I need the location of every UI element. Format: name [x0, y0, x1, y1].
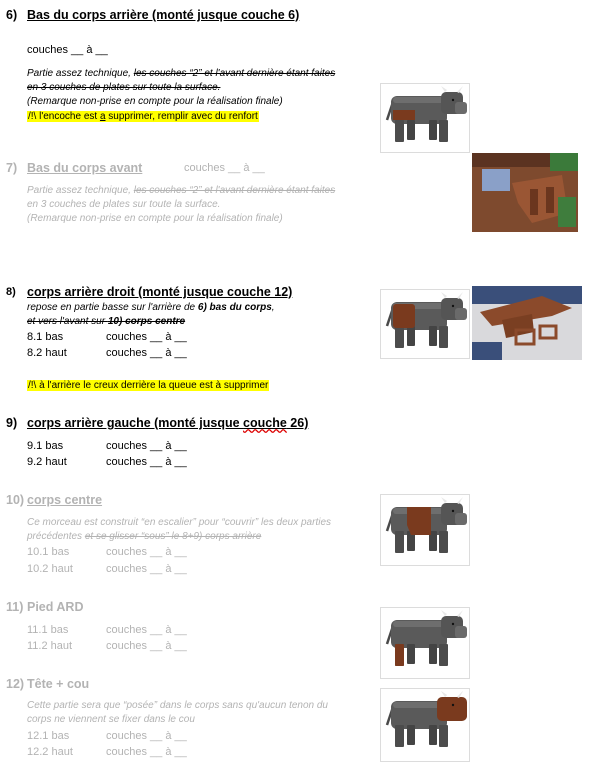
- note-text-end: ,: [271, 302, 275, 313]
- warning-text: /!\ l'encoche est: [28, 111, 100, 122]
- section-12-number: 12): [6, 677, 25, 691]
- note-reference: 6) bas du corps: [197, 302, 272, 313]
- section-10-title: corps centre: [27, 493, 103, 507]
- section-8-row-couches: couches __ à __: [106, 331, 187, 343]
- section-10-row-couches: couches __ à __: [106, 563, 187, 575]
- section-7-note-line-3: (Remarque non-prise en compte pour la réalisation finale): [27, 213, 283, 224]
- struck-note-text: et se glisser “sous” le 8+9) corps arrière: [84, 531, 262, 542]
- section-10-row-label: 10.2 haut: [27, 563, 73, 575]
- section-8-title: corps arrière droit (monté jusque couche 12): [27, 285, 293, 299]
- section-6-title: Bas du corps arrière (monté jusque couche 6): [27, 8, 300, 22]
- warning-text-underlined: a: [99, 111, 106, 122]
- section-12-note-line-2: corps ne viennent se fixer dans le cou: [27, 714, 195, 725]
- section-12-row-label: 12.1 bas: [27, 730, 70, 742]
- section-6-note-line-2: en 3 couches de plates sur toute la surface.: [27, 82, 221, 93]
- section-11-number: 11): [6, 600, 24, 614]
- section-7-note-line-2: en 3 couches de plates sur toute la surface.: [27, 199, 221, 210]
- struck-note-text: les couches “2” et l'avant dernière étant faites: [133, 185, 336, 196]
- section-9-row-label: 9.1 bas: [27, 440, 64, 452]
- section-12-row-couches: couches __ à __: [106, 746, 187, 758]
- section-7-note-line-1: [27, 185, 335, 196]
- struck-note-text: les couches “2” et l'avant dernière étant faites: [133, 68, 336, 79]
- section-10-cow-image: [380, 494, 470, 566]
- section-11-cow-image: [380, 607, 470, 679]
- section-12-row-label: 12.2 haut: [27, 746, 73, 758]
- section-6-couches: couches __ à __: [27, 44, 108, 56]
- section-7-build-photo: [472, 153, 578, 232]
- section-12-row-couches: couches __ à __: [106, 730, 187, 742]
- section-10-row-couches: couches __ à __: [106, 546, 187, 558]
- title-text-spellcheck: couche: [243, 416, 287, 430]
- section-9-row-couches: couches __ à __: [106, 456, 187, 468]
- section-6-number: 6): [6, 8, 18, 22]
- section-12-cow-image: [380, 688, 470, 762]
- section-8-note-line-1: [27, 302, 275, 313]
- section-10-note-line-1: Ce morceau est construit “en escalier” pour “couvrir” les deux parties: [27, 517, 332, 528]
- section-11-row-couches: couches __ à __: [106, 640, 187, 652]
- struck-note-text: et vers l'avant sur: [27, 316, 108, 327]
- warning-text-end: supprimer, remplir avec du renfort: [105, 111, 258, 122]
- section-11-row-label: 11.1 bas: [27, 624, 69, 636]
- section-8-row-label: 8.1 bas: [27, 331, 64, 343]
- section-8-highlight-warning: /!\ à l'arrière le creux derrière la queue est à supprimer: [28, 380, 269, 391]
- section-10-row-label: 10.1 bas: [27, 546, 70, 558]
- section-8-row-couches: couches __ à __: [106, 347, 187, 359]
- note-text: repose en partie basse sur l'arrière de: [27, 302, 198, 313]
- section-6-note-line-3: (Remarque non-prise en compte pour la réalisation finale): [27, 96, 283, 107]
- title-text: corps arrière gauche (monté jusque: [27, 416, 244, 430]
- section-11-row-couches: couches __ à __: [106, 624, 187, 636]
- section-6-note-line-1: [27, 68, 335, 79]
- section-8-note-line-2: [27, 316, 185, 327]
- title-text-end: 26): [286, 416, 309, 430]
- section-9-row-label: 9.2 haut: [27, 456, 67, 468]
- section-7-title: Bas du corps avant: [27, 161, 143, 175]
- section-11-title: Pied ARD: [27, 600, 84, 614]
- section-9-row-couches: couches __ à __: [106, 440, 187, 452]
- section-6-highlight-warning: [27, 111, 259, 122]
- section-6-cow-image: [380, 83, 470, 153]
- section-8-row-label: 8.2 haut: [27, 347, 67, 359]
- note-text: précédentes: [27, 531, 85, 542]
- section-10-note-line-2: [27, 531, 261, 542]
- section-10-number: 10): [6, 493, 25, 507]
- section-8-cow-image: [380, 289, 470, 359]
- struck-note-reference: 10) corps centre: [107, 316, 186, 327]
- section-11-row-label: 11.2 haut: [27, 640, 73, 652]
- section-7-couches: couches __ à __: [184, 162, 265, 174]
- section-7-number: 7): [6, 161, 18, 175]
- note-text: Partie assez technique,: [27, 68, 134, 79]
- note-text: Partie assez technique,: [27, 185, 134, 196]
- section-12-note-line-1: Cette partie sera que “posée” dans le corps sans qu'aucun tenon du: [27, 700, 328, 711]
- section-9-title: [27, 416, 308, 430]
- section-8-number: 8): [6, 286, 16, 298]
- section-9-number: 9): [6, 416, 18, 430]
- section-8-build-photo: [472, 286, 582, 360]
- section-12-title: Tête + cou: [27, 677, 90, 691]
